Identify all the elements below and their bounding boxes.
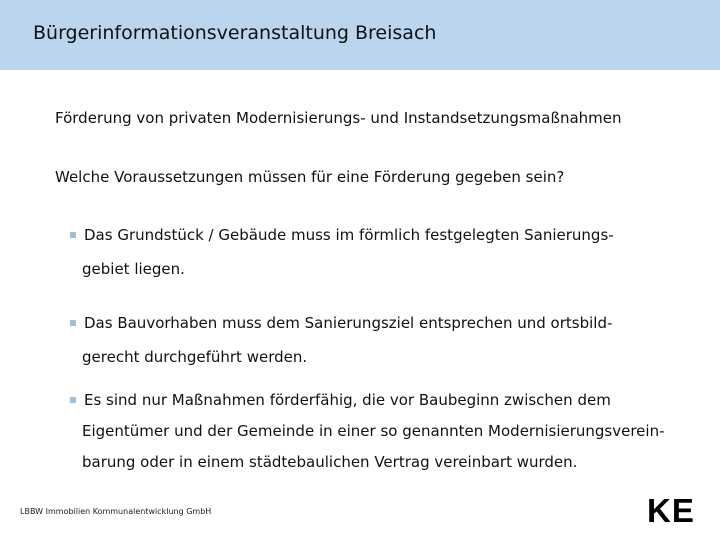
subheading-funding: Förderung von privaten Modernisierungs- und Instandsetzungsmaßnahmen — [55, 109, 622, 127]
slide-title: Bürgerinformationsveranstaltung Breisach — [33, 22, 437, 44]
bullet-text: Das Grundstück / Gebäude muss im förmlich festgelegten Sanierungs- — [84, 226, 614, 244]
bullet-line: Eigentümer und der Gemeinde in einer so genannten Modernisierungsverein- — [82, 422, 665, 440]
bullet-item — [70, 313, 710, 381]
footer-company: LBBW Immobilien Kommunalentwicklung GmbH — [20, 507, 212, 516]
bullet-marker-icon — [70, 397, 76, 403]
bullet-line — [70, 225, 710, 259]
bullet-line — [70, 390, 710, 421]
bullet-text: Es sind nur Maßnahmen förderfähig, die vor Baubeginn zwischen dem — [84, 391, 611, 409]
subheading-question: Welche Voraussetzungen müssen für eine Förderung gegeben sein? — [55, 168, 565, 186]
bullet-line: barung oder in einem städtebaulichen Vertrag vereinbart wurden. — [82, 453, 578, 471]
bullet-item — [70, 225, 710, 293]
bullet-text: Das Bauvorhaben muss dem Sanierungsziel entsprechen und ortsbild- — [84, 314, 613, 332]
bullet-marker-icon — [70, 320, 76, 326]
ke-logo: KE — [647, 492, 695, 529]
bullet-line: gebiet liegen. — [82, 260, 185, 278]
bullet-line: gerecht durchgeführt werden. — [82, 348, 308, 366]
bullet-item — [70, 390, 710, 483]
bullet-line — [70, 313, 710, 347]
bullet-marker-icon — [70, 232, 76, 238]
